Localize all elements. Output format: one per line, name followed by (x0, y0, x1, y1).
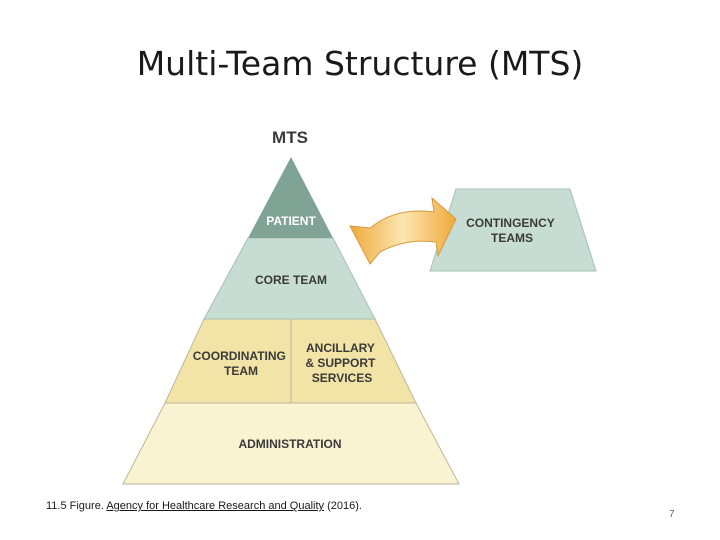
contingency-label-line2: TEAMS (491, 231, 533, 245)
core-team-label: CORE TEAM (255, 273, 327, 287)
caption-suffix: (2016). (324, 500, 362, 512)
page-number: 7 (669, 509, 675, 520)
diagram-heading: MTS (272, 128, 308, 147)
ancillary-label-line2: & SUPPORT (305, 356, 376, 370)
figure-caption (46, 500, 362, 512)
administration-label: ADMINISTRATION (238, 437, 342, 451)
ancillary-label-line1: ANCILLARY (305, 341, 375, 355)
coordinating-team-label-line1: COORDINATING (192, 349, 286, 363)
slide-title: Multi-Team Structure (MTS) (136, 44, 584, 83)
ancillary-label-line3: SERVICES (311, 371, 373, 385)
coordinating-team-label-line2: TEAM (224, 364, 258, 378)
contingency-teams-box (430, 189, 596, 271)
source-link[interactable]: Agency for Healthcare Research and Quality (106, 500, 325, 512)
contingency-label-line1: CONTINGENCY (466, 216, 555, 230)
ancillary-support-label (305, 341, 378, 385)
patient-label: PATIENT (266, 214, 316, 228)
caption-prefix: 11.5 Figure. (46, 500, 107, 512)
